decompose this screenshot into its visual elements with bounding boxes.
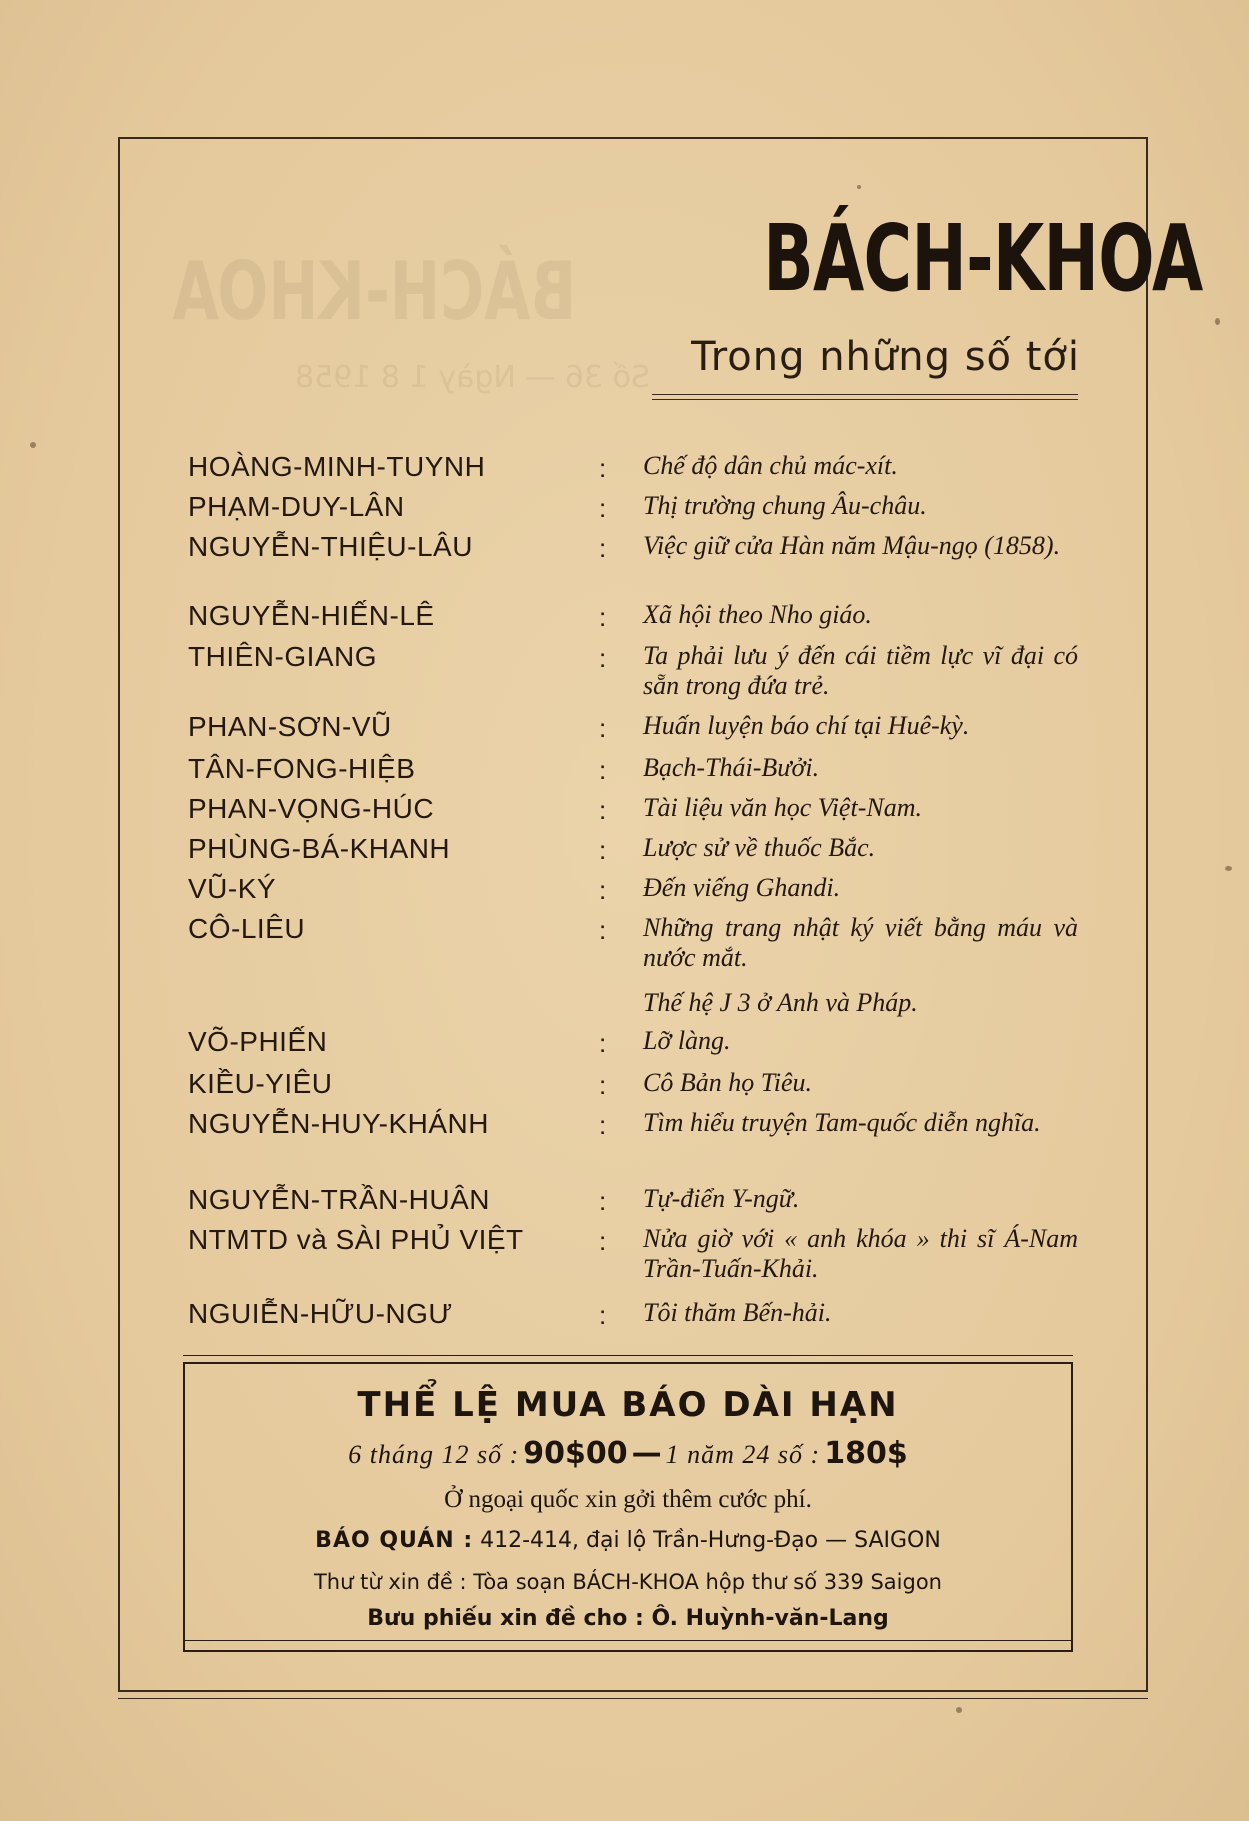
paper-speck [1225, 866, 1232, 871]
toc-article-title: Thị trường chung Âu-châu. [643, 491, 927, 520]
masthead-subtitle: Trong những số tới [691, 334, 1080, 380]
subscription-prices [183, 1436, 1073, 1471]
toc-author: HOÀNG-MINH-TUYNH [188, 451, 486, 482]
subscription-heading: THỂ LỆ MUA BÁO DÀI HẠN [357, 1385, 899, 1425]
six-months-label: 6 tháng 12 số : [348, 1440, 520, 1469]
office-address-line [183, 1528, 1073, 1553]
toc-separator: : [599, 713, 607, 743]
toc-article-title: Tài liệu văn học Việt-Nam. [643, 793, 922, 822]
toc-author: NGUYỄN-TRẦN-HUÂN [188, 1184, 490, 1215]
paper-speck [1215, 318, 1220, 325]
toc-author: NGUYỄN-HUY-KHÁNH [188, 1108, 490, 1139]
toc-article-title: Đến viếng Ghandi. [643, 873, 841, 902]
price-dash: — [631, 1436, 662, 1471]
paper-speck [956, 1707, 962, 1713]
office-address: 412-414, đại lộ Trần-Hưng-Đạo — SAIGON [480, 1528, 941, 1553]
toc-separator: : [599, 755, 607, 785]
toc-article-title: Những trang nhật ký viết bằng máu và nước mắt. [643, 913, 1078, 972]
toc-separator: : [599, 1300, 607, 1330]
toc-article-title: Huấn luyện báo chí tại Huê-kỳ. [643, 711, 970, 740]
toc-separator: : [599, 602, 607, 632]
subscription-bottom-rule [183, 1640, 1073, 1641]
toc-separator: : [599, 1186, 607, 1216]
mail-note: Thư từ xin đề : Tòa soạn BÁCH-KHOA hộp thư số 339 Saigon [313, 1570, 942, 1594]
payment-note: Bưu phiếu xin đề cho : Ô. Huỳnh-văn-Lang [367, 1606, 889, 1631]
toc-author: NGUIỄN-HỮU-NGƯ [188, 1298, 453, 1329]
toc-author: NGUYỄN-THIỆU-LÂU [188, 531, 473, 562]
subscription-top-rule [183, 1355, 1073, 1356]
toc-separator: : [599, 1028, 607, 1058]
paper-speck [30, 442, 36, 448]
paper-speck [857, 185, 861, 189]
toc-article-title: Ta phải lưu ý đến cái tiềm lực vĩ đại có sẵn trong đứa trẻ. [643, 641, 1078, 700]
toc-author: CÔ-LIÊU [188, 913, 306, 944]
toc-article-title: Nửa giờ với « anh khóa » thi sĩ Á-Nam Trần-Tuấn-Khải. [643, 1224, 1078, 1283]
toc-article-title: Xã hội theo Nho giáo. [643, 600, 872, 629]
toc-author: NTMTD và SÀI PHỦ VIỆT [188, 1224, 524, 1255]
toc-separator: : [599, 1110, 607, 1140]
office-label: BÁO QUÁN : [315, 1528, 474, 1553]
toc-separator: : [599, 533, 607, 563]
toc-author: PHẠM-DUY-LÂN [188, 491, 405, 522]
toc-article-title: Chế độ dân chủ mác-xít. [643, 451, 898, 480]
toc-article-title: Cô Bản họ Tiêu. [643, 1068, 813, 1097]
abroad-note: Ở ngoại quốc xin gởi thêm cước phí. [444, 1486, 812, 1513]
toc-article-title: Bạch-Thái-Bưởi. [643, 753, 820, 782]
toc-separator: : [599, 835, 607, 865]
toc-separator: : [599, 453, 607, 483]
toc-separator: : [599, 915, 607, 945]
toc-article-title: Tự-điển Y-ngữ. [643, 1184, 800, 1213]
toc-author: VÕ-PHIẾN [188, 1026, 328, 1057]
toc-author: THIÊN-GIANG [188, 641, 378, 672]
toc-author: VŨ-KÝ [188, 873, 277, 904]
toc-separator: : [599, 795, 607, 825]
toc-separator: : [599, 875, 607, 905]
toc-separator: : [599, 493, 607, 523]
show-through-masthead: BÁCH-KHOA [172, 245, 577, 338]
six-months-price: 90$00 [523, 1436, 628, 1471]
toc-author: PHAN-VỌNG-HÚC [188, 793, 435, 824]
toc-separator: : [599, 1070, 607, 1100]
toc-article-title: Tìm hiểu truyện Tam-quốc diễn nghĩa. [643, 1108, 1041, 1137]
toc-article-title: Lỡ làng. [643, 1026, 731, 1055]
toc-separator: : [599, 1226, 607, 1256]
toc-article-title: Tôi thăm Bến-hải. [643, 1298, 832, 1327]
show-through-subtitle: Số 36 — Ngày 1 8 1958 [295, 360, 650, 395]
toc-author: PHÙNG-BÁ-KHANH [188, 833, 451, 864]
toc-article-title: Lược sử về thuốc Bắc. [643, 833, 876, 862]
toc-article-title: Thế hệ J 3 ở Anh và Pháp. [643, 988, 918, 1017]
toc-author: TÂN-FONG-HIỆB [188, 753, 416, 784]
toc-separator: : [599, 643, 607, 673]
masthead-double-rule [652, 394, 1078, 400]
one-year-label: 1 năm 24 số : [665, 1440, 821, 1469]
toc-author: PHAN-SƠN-VŨ [188, 711, 392, 742]
toc-author: NGUYỄN-HIẾN-LÊ [188, 600, 435, 631]
one-year-price: 180$ [824, 1436, 908, 1471]
toc-author: KIỀU-YIÊU [188, 1068, 333, 1099]
page-border-bottom-rule [118, 1698, 1148, 1699]
toc-article-title: Việc giữ cửa Hàn năm Mậu-ngọ (1858). [643, 531, 1061, 560]
masthead-title: BÁCH-KHOA [763, 205, 1203, 312]
